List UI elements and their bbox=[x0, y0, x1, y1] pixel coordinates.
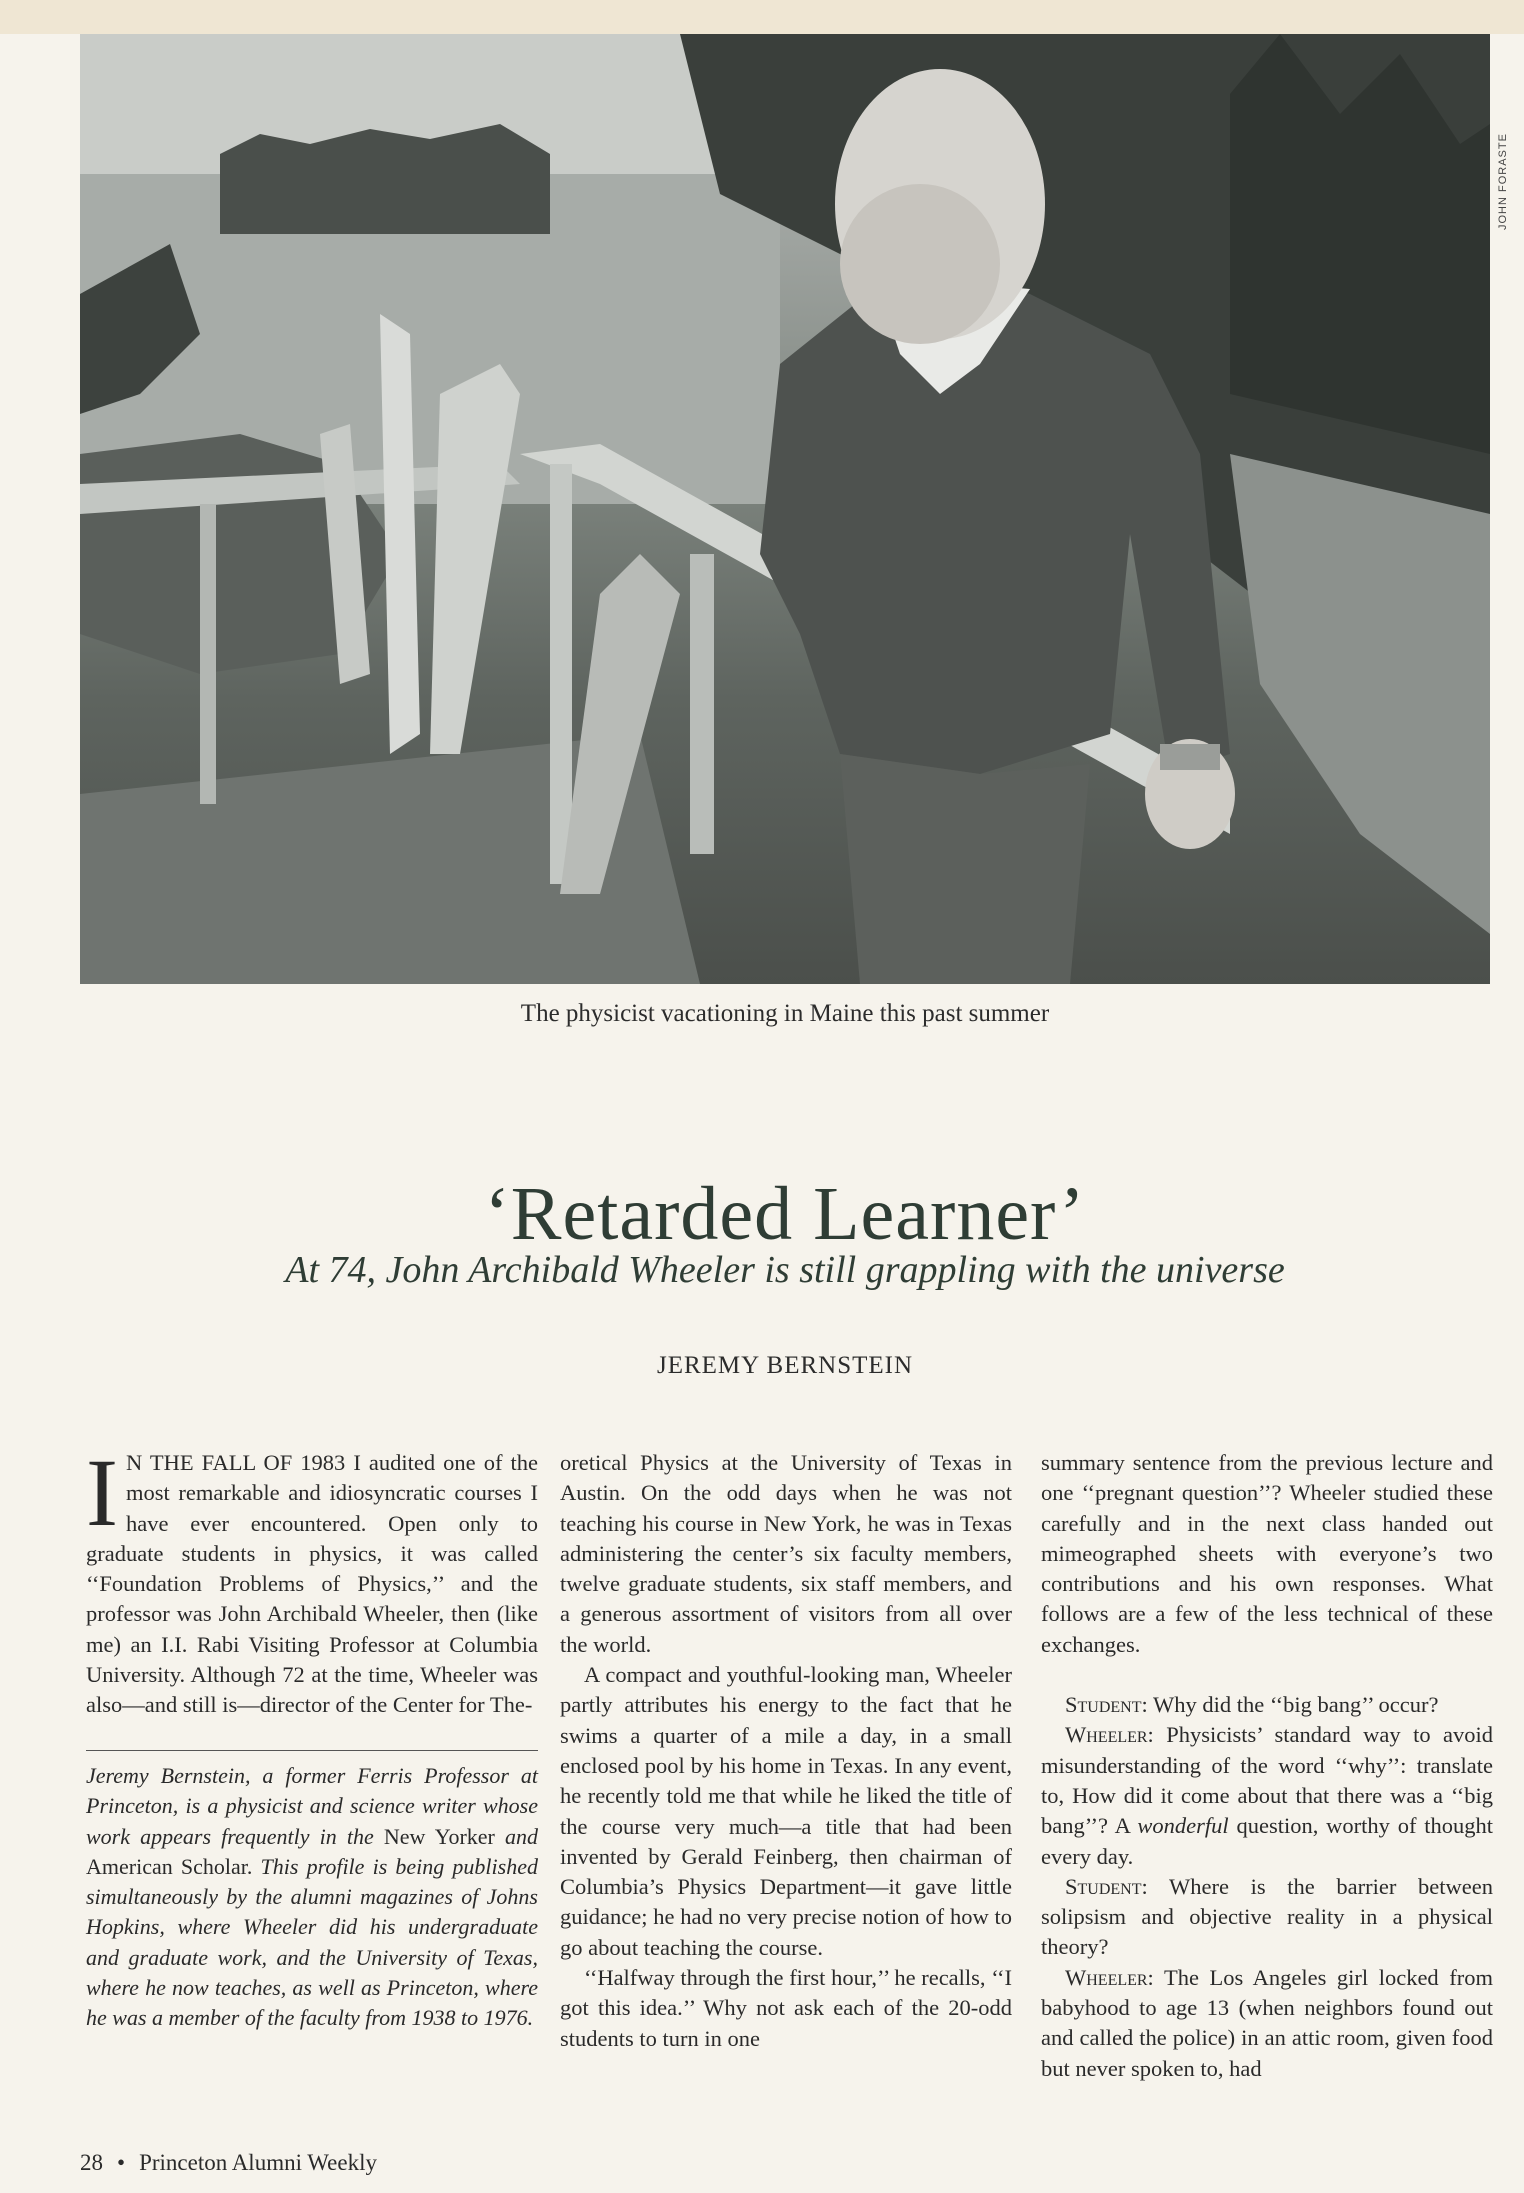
article-byline: JEREMY BERNSTEIN bbox=[656, 1352, 914, 1379]
page-footer bbox=[80, 2150, 680, 2176]
speaker-label: Student: bbox=[1065, 1692, 1148, 1718]
bio-and: and bbox=[494, 1823, 539, 1849]
publication-name: Princeton Alumni Weekly bbox=[139, 2150, 377, 2175]
bio-text-1: Jeremy Bernstein, a former Ferris Professor at Princeton, is a physicist and science writer whose work appears frequently in the bbox=[86, 1763, 538, 1849]
opening-paragraph bbox=[86, 1439, 539, 1721]
photo-illustration bbox=[80, 34, 1490, 984]
body-column-3 bbox=[1041, 1448, 1493, 2084]
bio-publication-2: American Scholar. bbox=[86, 1853, 253, 1879]
qa-text: Physicists’ standard way to avoid misunderstanding of the word ‘‘why’’: translate to, How did it come about that there was a ‘‘big bang’’? A bbox=[1041, 1722, 1493, 1839]
paragraph: oretical Physics at the University of Texas in Austin. On the odd days when he was not teaching his course in New York, he was in Texas administering the center’s six faculty members, twelve graduate students, six staff members, and a generous assortment of visitors from all over the world. bbox=[560, 1450, 1012, 1657]
photo-credit: JOHN FORASTE bbox=[1497, 133, 1509, 230]
article-title: ‘Retarded Learner’ bbox=[484, 1171, 1086, 1256]
paragraph: summary sentence from the previous lecture and one ‘‘pregnant question’’? Wheeler studied these carefully and in the next class handed out mimeographed sheets with everyone’s two contributions and his own responses. What follows are a few of the less technical of these exchanges. bbox=[1041, 1450, 1493, 1657]
article-subtitle: At 74, John Archibald Wheeler is still grappling with the universe bbox=[285, 1249, 1285, 1291]
speaker-label: Wheeler: bbox=[1065, 1722, 1154, 1748]
author-bio bbox=[86, 1750, 538, 2034]
qa-text: Why did the ‘‘big bang’’ occur? bbox=[1147, 1692, 1439, 1718]
photo-wheeler-maine bbox=[80, 34, 1490, 984]
bio-text-2: This profile is being published simultaneously by the alumni magazines of Johns Hopkins, where Wheeler did his undergraduate and graduate work, and the University of Texas, where he now teaches, as well as Princeton, where he was a member of the faculty from 1938 to 1976. bbox=[86, 1853, 538, 2031]
qa-student-1 bbox=[1041, 1690, 1493, 1720]
speaker-label: Student: bbox=[1065, 1873, 1148, 1899]
speaker-label: Wheeler: bbox=[1065, 1964, 1154, 1990]
page-top-band bbox=[0, 0, 1524, 34]
qa-text: question, worthy of thought every day. bbox=[1041, 1813, 1494, 1869]
qa-emphasis: wonderful bbox=[1137, 1813, 1229, 1839]
bullet-separator: • bbox=[117, 2150, 126, 2175]
body-column-1 bbox=[86, 1439, 539, 1721]
qa-text: The Los Angeles girl locked from babyhood to age 13 (when neighbors found out and called the police) in an attic room, given food but never spoken to, had bbox=[1041, 1964, 1493, 2081]
qa-wheeler-1 bbox=[1041, 1720, 1493, 1871]
page-number: 28 bbox=[80, 2150, 103, 2175]
photo-caption: The physicist vacationing in Maine this past summer bbox=[520, 1000, 1050, 1027]
qa-text: Where is the barrier between solipsism and objective reality in a physical theory? bbox=[1041, 1873, 1493, 1960]
body-column-2 bbox=[560, 1448, 1012, 2054]
qa-wheeler-2 bbox=[1041, 1963, 1493, 2084]
lead-in-smallcaps: N THE FALL OF bbox=[125, 1450, 293, 1475]
opening-text: 1983 I audited one of the most remarkable and idiosyncratic courses I have ever encountered. Open only to graduate students in physics, it was called ‘‘Foundation Problems of Physics,’’ and the professor was John Archibald Wheeler, then (like me) an I.I. Rabi Visiting Professor at Columbia University. Although 72 at the time, Wheeler was also—and still is—director of the Center for The- bbox=[86, 1450, 539, 1718]
paragraph: A compact and youthful-looking man, Wheeler partly attributes his energy to the fact that he swims a quarter of a mile a day, in a small enclosed pool by his home in Texas. In any event, he recently told me that while he liked the title of the course very much—a title that had been invented by Gerald Feinberg, then chairman of Columbia’s Physics Department—it gave little guidance; he had no very precise notion of how to go about teaching the course. bbox=[560, 1662, 1012, 1960]
paragraph: ‘‘Halfway through the first hour,’’ he recalls, ‘‘I got this idea.’’ Why not ask each of the 20-odd students to turn in one bbox=[560, 1965, 1012, 2051]
bio-publication-1: New Yorker bbox=[383, 1823, 495, 1849]
qa-student-2 bbox=[1041, 1872, 1493, 1963]
drop-cap: I bbox=[86, 1439, 118, 1546]
